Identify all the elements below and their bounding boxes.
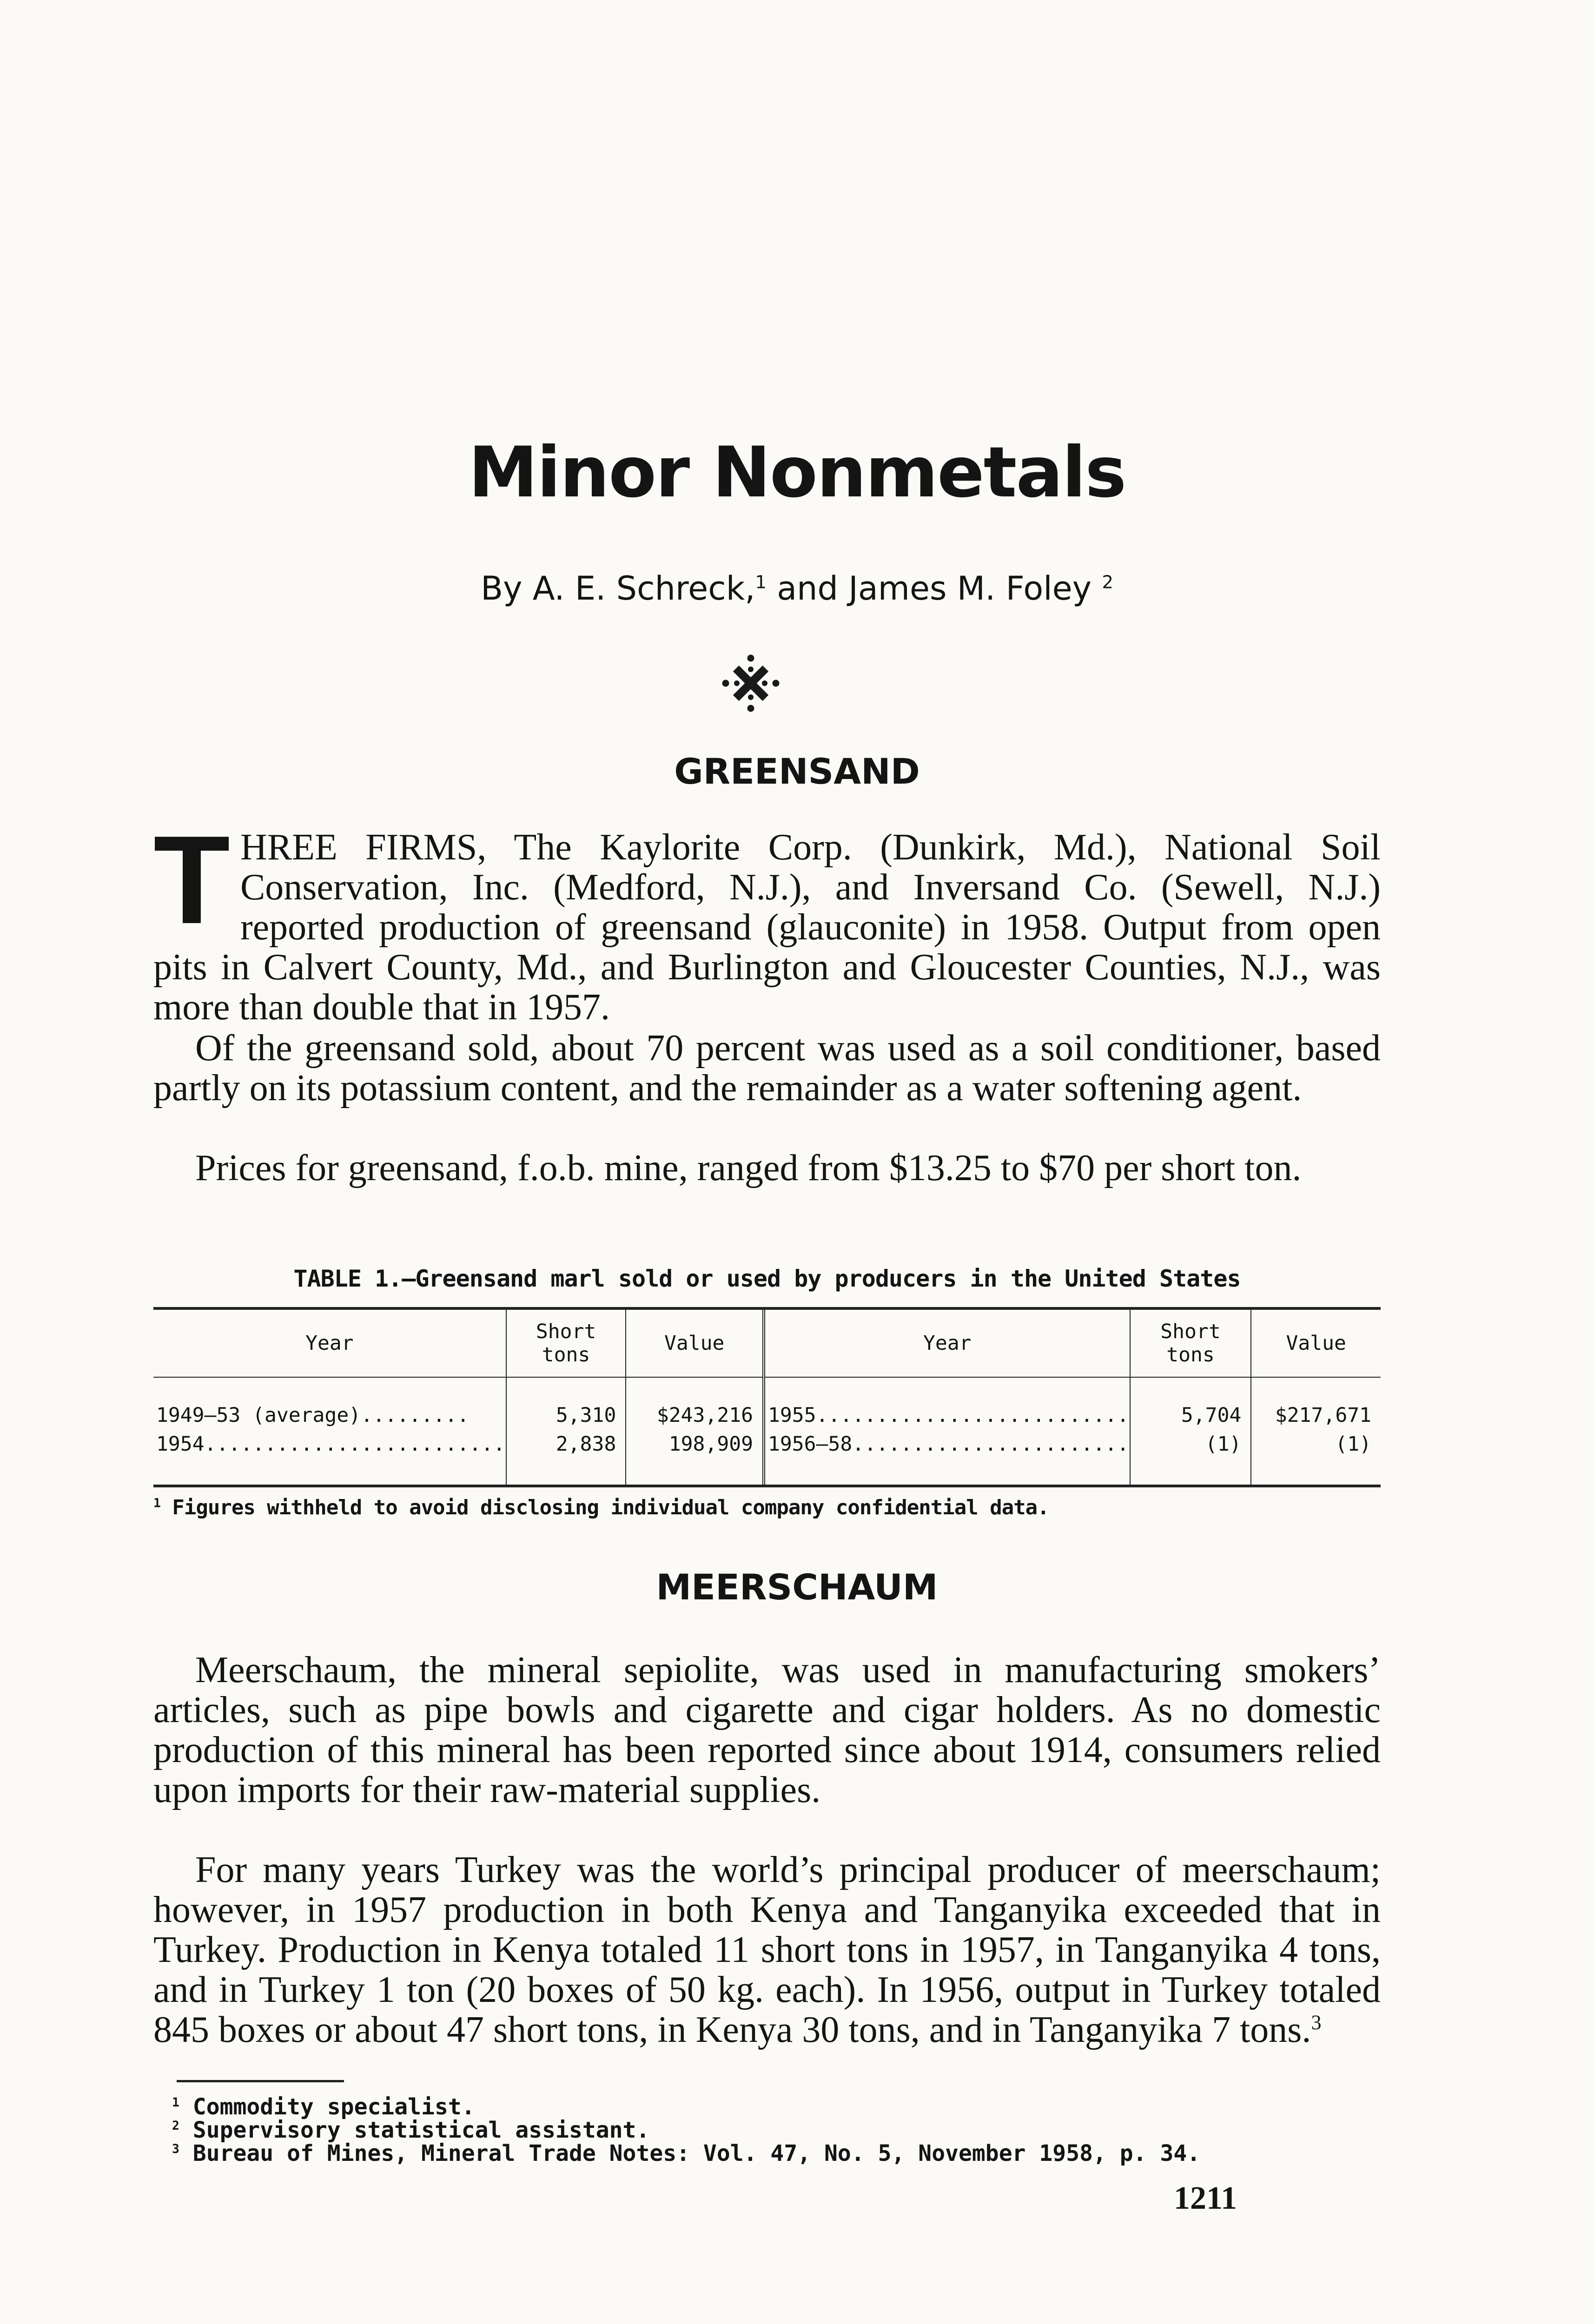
table-cell: 1954......................... xyxy=(153,1432,506,1485)
table-caption: TABLE 1.—Greensand marl sold or used by producers in the United States xyxy=(293,1265,1241,1292)
page-number: 1211 xyxy=(1174,2180,1237,2216)
table-bottom-rule xyxy=(153,1485,1381,1487)
table-cell: 1956–58....................... xyxy=(764,1432,1130,1485)
col-header-short-tons: Short tons xyxy=(506,1310,626,1377)
meerschaum-paragraph-1 xyxy=(153,1650,1381,1810)
table-row xyxy=(153,1432,1381,1485)
col-header-short-tons-2: Short tons xyxy=(1130,1310,1251,1377)
table-cell: 5,704 xyxy=(1130,1377,1251,1432)
table-footnote-text: Figures withheld to avoid disclosing individual company confidential data. xyxy=(160,1496,1049,1519)
greensand-paragraph-1-text: HREE FIRMS, The Kaylorite Corp. (Dunkirk, Md.), National Soil Conservation, Inc. (Medford, N.J.), and Inversand Co. (Sewell, N.J.) reported production of greensand (glauconite) in 1958. Output from open pits in Calvert County, Md., and Burlington and Gloucester Counties, N.J., was more than double that in 1957. xyxy=(153,827,1381,1028)
meerschaum-paragraph-2 xyxy=(153,1850,1381,2050)
table-cell: 5,310 xyxy=(506,1377,626,1432)
table-footnote-ref: 1 xyxy=(153,1496,160,1511)
table-cell: 1949–53 (average)......... xyxy=(153,1377,506,1432)
table-cell: 1955.......................... xyxy=(764,1377,1130,1432)
table-row xyxy=(153,1377,1381,1432)
greensand-paragraph-2 xyxy=(153,1028,1381,1108)
meerschaum-paragraph-1-text: Meerschaum, the mineral sepiolite, was used in manufacturing smokers’ articles, such as pipe bowls and cigarette and cigar holders. As no domestic production of this mineral has been reported since about 1914, consumers relied upon imports for their raw-material supplies. xyxy=(153,1650,1381,1810)
footnote-1: $^1$ Commodity specialist. xyxy=(172,2094,475,2120)
col-header-value: Value xyxy=(626,1310,764,1377)
greensand-paragraph-1 xyxy=(153,810,1381,1028)
page-title: Minor Nonmetals xyxy=(468,432,1126,513)
drop-cap: T xyxy=(153,810,230,950)
col-header-year-2: Year xyxy=(764,1310,1130,1377)
table-cell: 198,909 xyxy=(626,1432,764,1485)
col-header-year: Year xyxy=(153,1310,506,1377)
author1-footnote-ref: 1 xyxy=(755,572,767,593)
byline-prefix: By A. E. Schreck, xyxy=(481,569,755,607)
meerschaum-paragraph-2-text: For many years Turkey was the world’s principal producer of meerschaum; however, in 1957 production in both Kenya and Tanganyika exceeded that in Turkey. Production in Kenya totaled 11 short tons in 1957, in Tanganyika 4 tons, and in Turkey 1 ton (20 boxes of 50 kg. each). In 1956, output in Turkey totaled 845 boxes or about 47 short tons, in Kenya 30 tons, and in Tanganyika 7 tons. xyxy=(153,1849,1381,2050)
meerschaum-footnote-ref: 3 xyxy=(1311,2011,1322,2034)
greensand-table xyxy=(153,1310,1381,1485)
table-cell: $243,216 xyxy=(626,1377,764,1432)
table-cell: (1) xyxy=(1335,1433,1371,1456)
footnote-rule xyxy=(177,2080,344,2082)
ornament-icon xyxy=(716,648,786,718)
greensand-paragraph-3 xyxy=(153,1148,1381,1188)
table-cell: $217,671 xyxy=(1275,1404,1371,1427)
greensand-paragraph-3-text: Prices for greensand, f.o.b. mine, ranged from $13.25 to $70 per short ton. xyxy=(195,1148,1302,1188)
greensand-paragraph-2-text: Of the greensand sold, about 70 percent was used as a soil conditioner, based partly on its potassium content, and the remainder as a water softening agent. xyxy=(153,1028,1381,1109)
table-footnote xyxy=(153,1496,1049,1519)
table-cell: 2,838 xyxy=(506,1432,626,1485)
footnote-3: $^3$ Bureau of Mines, Mineral Trade Notes: Vol. 47, No. 5, November 1958, p. 34. xyxy=(172,2140,1201,2166)
meerschaum-heading: MEERSCHAUM xyxy=(656,1566,938,1608)
greensand-heading: GREENSAND xyxy=(674,751,920,792)
table-header-row xyxy=(153,1310,1381,1377)
col-header-value-2: Value xyxy=(1251,1310,1381,1377)
author2-footnote-ref: 2 xyxy=(1102,572,1113,593)
byline-connector: and James M. Foley xyxy=(767,569,1102,607)
table-cell: (1) xyxy=(1130,1432,1251,1485)
byline xyxy=(0,569,1594,607)
footnote-2: $^2$ Supervisory statistical assistant. xyxy=(172,2117,650,2143)
